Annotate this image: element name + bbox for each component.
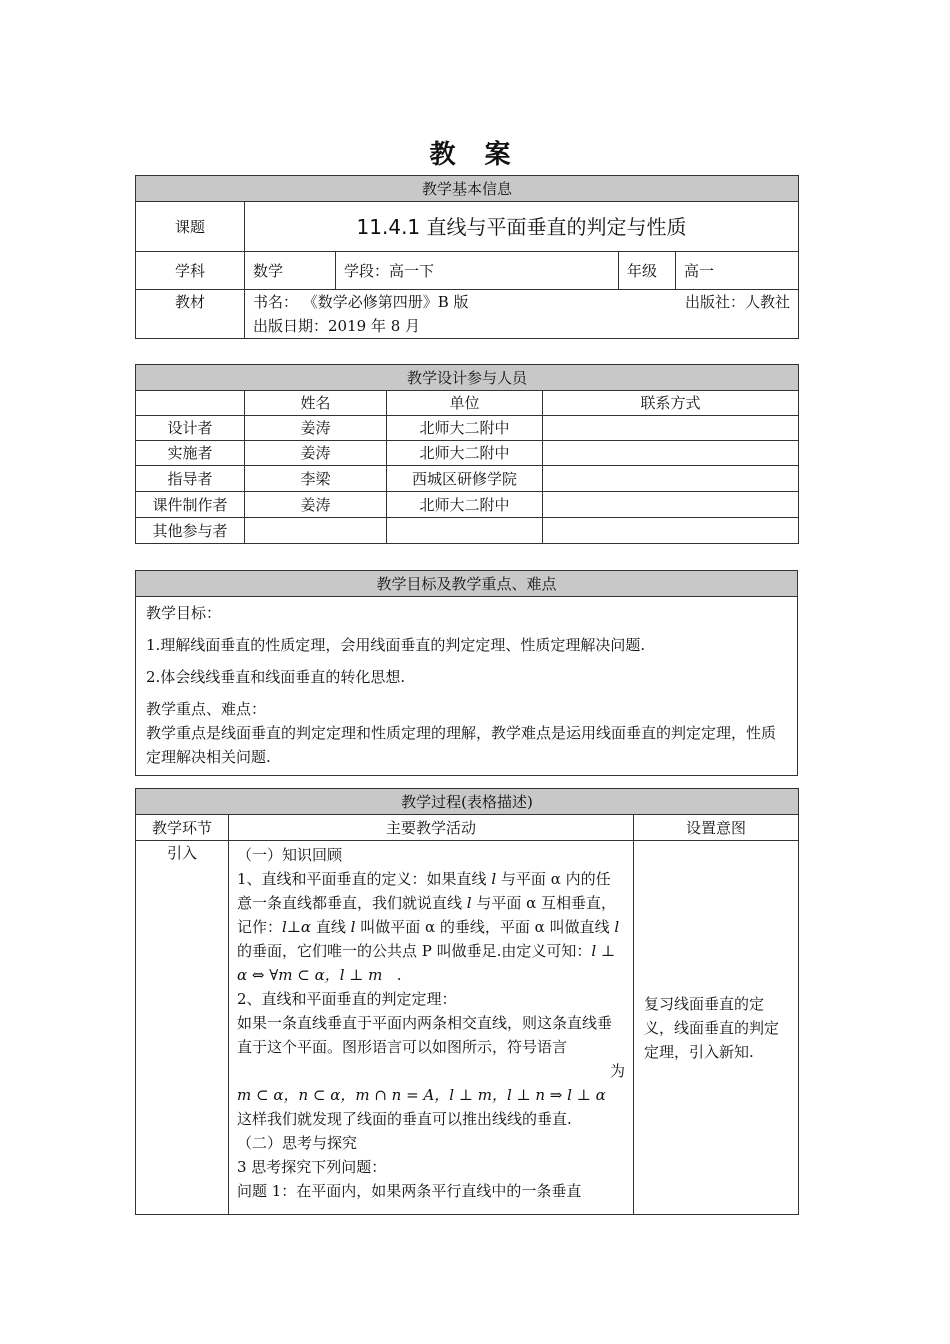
line-explore-intro: 3 思考探究下列问题：	[237, 1158, 387, 1176]
person-role: 指导者	[136, 466, 245, 492]
person-unit: 北师大二附中	[387, 492, 543, 518]
key-title: 教学重点、难点：	[146, 700, 267, 718]
topic-value: 11.4.1 直线与平面垂直的判定与性质	[245, 202, 799, 252]
person-role: 其他参与者	[136, 518, 245, 544]
goal-2: 2.体会线线垂直和线面垂直的转化思想.	[146, 668, 406, 686]
page-title: 教 案	[429, 140, 521, 170]
goals-header: 教学目标及教学重点、难点	[136, 571, 798, 597]
subject-label: 学科	[136, 252, 245, 290]
table-row	[136, 466, 799, 492]
line-theorem-wei: 为	[609, 1062, 625, 1080]
line-theorem: 如果一条直线垂直于平面内两条相交直线，则这条直线垂直于这个平面。图形语言可以如图所示，符号语言	[237, 1014, 613, 1056]
person-role: 实施者	[136, 441, 245, 466]
textbook-info	[245, 290, 799, 339]
process-col-activity: 主要教学活动	[229, 815, 634, 841]
basic-info-header: 教学基本信息	[136, 176, 799, 202]
stage-value: 学段：高一下	[336, 252, 619, 290]
goal-title: 教学目标：	[146, 604, 222, 622]
topic-label: 课题	[136, 202, 245, 252]
person-name: 姜涛	[245, 492, 387, 518]
key-text: 教学重点是线面垂直的判定定理和性质定理的理解，教学难点是运用线面垂直的判定定理，性质定理解决相关问题.	[146, 724, 777, 766]
line-knowledge-review: （一）知识回顾	[237, 846, 343, 864]
line-explore-title: （二）思考与探究	[237, 1134, 358, 1152]
people-table	[135, 364, 799, 544]
person-unit: 西城区研修学院	[387, 466, 543, 492]
person-unit: 北师大二附中	[387, 441, 543, 466]
person-contact	[543, 466, 799, 492]
people-col-contact: 联系方式	[543, 391, 799, 416]
person-unit	[387, 518, 543, 544]
process-col-stage: 教学环节	[136, 815, 229, 841]
goals-table	[135, 570, 798, 776]
people-col-role	[136, 391, 245, 416]
formula-definition: l ⊥ α ⇔ ∀m ⊂ α，l ⊥ m	[237, 942, 616, 984]
goal-1: 1.理解线面垂直的性质定理，会用线面垂直的判定定理、性质定理解决问题.	[146, 636, 646, 654]
basic-info-table	[135, 175, 799, 339]
people-col-unit: 单位	[387, 391, 543, 416]
person-contact	[543, 441, 799, 466]
person-name: 姜涛	[245, 441, 387, 466]
process-header: 教学过程(表格描述)	[136, 789, 799, 815]
grade-label: 年级	[619, 252, 676, 290]
table-row	[136, 416, 799, 441]
formula-theorem: m ⊂ α，n ⊂ α，m ∩ n = A，l ⊥ m，l ⊥ n ⇒ l ⊥ α	[237, 1086, 606, 1104]
people-col-name: 姓名	[245, 391, 387, 416]
book-name: 书名： 《数学必修第四册》B 版	[253, 293, 469, 311]
publisher: 出版社：人教社	[685, 293, 791, 311]
table-row	[136, 492, 799, 518]
subject-value: 数学	[245, 252, 336, 290]
person-role: 设计者	[136, 416, 245, 441]
line-question-1: 问题 1：在平面内，如果两条平行直线中的一条垂直	[237, 1182, 582, 1200]
grade-value: 高一	[676, 252, 799, 290]
person-unit: 北师大二附中	[387, 416, 543, 441]
table-row	[136, 518, 799, 544]
person-contact	[543, 492, 799, 518]
person-name: 姜涛	[245, 416, 387, 441]
person-role: 课件制作者	[136, 492, 245, 518]
goals-content	[136, 597, 798, 776]
person-contact	[543, 416, 799, 441]
process-table	[135, 788, 799, 1215]
line-conclusion: 这样我们就发现了线面的垂直可以推出线线的垂直.	[237, 1110, 572, 1128]
line-definition: 1、直线和平面垂直的定义：如果直线 l 与平面 α 内的任意一条直线都垂直，我们就说直线 l 与平面 α 互相垂直，记作：l⊥α 直线 l 叫做平面 α 的垂线，平面 α 叫做直线 l 的垂面，它们唯一的公共点 P 叫做垂足.由定义可知：l ⊥ α ⇔ ∀m ⊂ α，l ⊥ m .	[237, 870, 620, 984]
person-name: 李梁	[245, 466, 387, 492]
people-header: 教学设计参与人员	[136, 365, 799, 391]
publish-date: 出版日期：2019 年 8 月	[253, 317, 421, 335]
process-col-intent: 设置意图	[634, 815, 799, 841]
person-contact	[543, 518, 799, 544]
process-stage: 引入	[136, 841, 229, 1215]
table-row	[136, 441, 799, 466]
person-name	[245, 518, 387, 544]
process-intent: 复习线面垂直的定义，线面垂直的判定定理，引入新知.	[634, 841, 799, 1215]
process-activity	[229, 841, 634, 1215]
textbook-label: 教材	[136, 290, 245, 339]
line-theorem-title: 2、直线和平面垂直的判定定理：	[237, 990, 457, 1008]
